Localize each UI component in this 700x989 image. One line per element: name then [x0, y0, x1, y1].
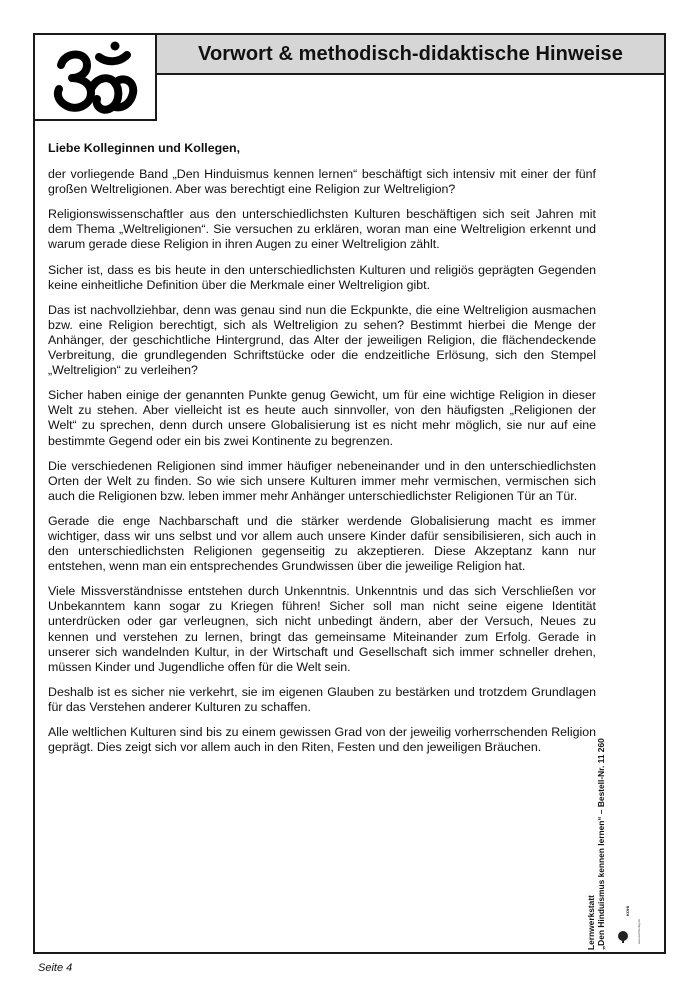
paragraph: Die verschiedenen Religionen sind immer häufiger nebeneinander und in den unterschiedlichsten Orten der Welt zu finden. So wie sich unsere Kulturen immer mehr vermischen, vermischen sich auch die Religionen bzw. leben immer mehr Anhänger unterschiedlichster Religionen Tür an Tür.: [48, 458, 596, 503]
publisher-url: www.kohlverlag.de: [637, 918, 641, 944]
tree-icon: [616, 906, 642, 944]
paragraph: der vorliegende Band „Den Hinduismus kennen lernen“ beschäftigt sich intensiv mit einer der fünf großen Weltreligionen. Aber was berechtigt eine Religion zur Weltreligion?: [48, 167, 596, 197]
om-icon: [47, 39, 143, 117]
publisher-name: KOHL: [625, 906, 630, 916]
main-content: [48, 141, 596, 765]
series-name: Lernwerkstatt: [586, 895, 596, 950]
book-title-order-number: „Den Hinduismus kennen lernen“ – Bestell-Nr. 11 260: [596, 738, 606, 950]
paragraph: Religionswissenschaftler aus den unterschiedlichsten Kulturen beschäftigen sich seit Jahren mit dem Thema „Weltreligionen“. Sie versuchen zu erklären, woran man eine Weltreligion erkennt und warum gerade diese Religion in ihren Augen zu einer Weltreligion zählt.: [48, 207, 596, 252]
om-symbol-box: [35, 35, 157, 121]
paragraph: Gerade die enge Nachbarschaft und die stärker werdende Globalisierung macht es immer wichtiger, dass wir uns selbst und vor allem auch unsere Kinder dafür sensibilisieren, sich auch in den unterschiedlichsten Religionen gegenseitig zu akzeptieren. Diese Akzeptanz kann nur entstehen, wenn man ein entsprechendes Grundwissen über die jeweilige Religion hat.: [48, 513, 596, 574]
paragraph: Viele Missverständnisse entstehen durch Unkenntnis. Unkenntnis und das sich Verschließen vor Unbekanntem kann sogar zu Kriegen führen! Sicher soll man nicht seine eigene Identität unterdrücken oder gar verleugnen, sich nicht unbedingt ändern, aber der Versuch, Neues zu kennen und verstehen zu lernen, bringt das gemeinsame Miteinander zum Erfolg. Gerade in unserer sich wandelnden Kultur, in der Wirtschaft und Gesellschaft sich immer schneller drehen, müssen Kinder und Jugendliche offen für die Welt sein.: [48, 584, 596, 674]
page-number: Seite 4: [38, 962, 73, 974]
title-bar: [157, 35, 664, 75]
paragraph: Das ist nachvollziehbar, denn was genau sind nun die Eckpunkte, die eine Weltreligion ausmachen bzw. eine Religion berechtigt, sich als Weltreligion zu sehen? Bestimmt hierbei die Menge der Anhänger, der geschichtliche Hintergrund, das Alter der jeweiligen Religion, die flächendeckende Verbreitung, die grundlegenden Schriftstücke oder die endzeitliche Erlösung, sich den Stempel „Weltreligion“ zu verleihen?: [48, 302, 596, 378]
paragraph: Sicher haben einige der genannten Punkte genug Gewicht, um für eine wichtige Religion in dieser Welt zu stehen. Aber vielleicht ist es heute auch sinnvoller, von den häufigsten „Religionen der Welt“ zu sprechen, denn durch unsere Globalisierung ist es nicht mehr möglich, sie nur auf eine bestimmte Gegend oder ein bis zwei Kontinente zu begrenzen.: [48, 388, 596, 448]
side-imprint-text: [586, 640, 626, 950]
publisher-logo: [616, 906, 642, 944]
page-title: Vorwort & methodisch-didaktische Hinweise: [198, 42, 623, 65]
paragraph: Alle weltlichen Kulturen sind bis zu einem gewissen Grad von der jeweilig vorherrschenden Religion geprägt. Dies zeigt sich vor allem auch in den Riten, Festen und den jeweiligen Bräuchen.: [48, 725, 596, 755]
greeting: Liebe Kolleginnen und Kollegen,: [48, 141, 241, 155]
paragraph: Sicher ist, dass es bis heute in den unterschiedlichsten Kulturen und religiös geprägten Gegenden keine einheitliche Definition über die Merkmale einer Weltreligion gibt.: [48, 262, 596, 292]
side-imprint: [586, 640, 626, 950]
paragraph: Deshalb ist es sicher nie verkehrt, sie im eigenen Glauben zu bestärken und trotzdem Grundlagen für das Verstehen anderer Kulturen zu schaffen.: [48, 684, 596, 714]
